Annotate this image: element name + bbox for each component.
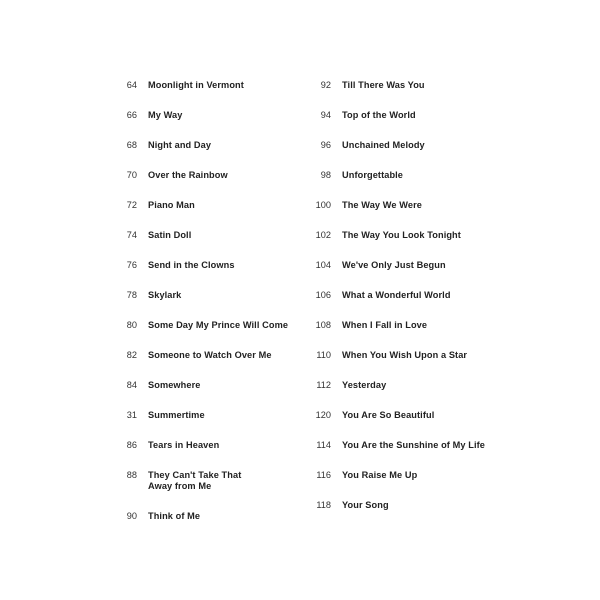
song-title: Summertime	[148, 410, 205, 420]
song-title: What a Wonderful World	[342, 290, 451, 300]
toc-entry[interactable]	[108, 80, 288, 110]
song-title: Night and Day	[148, 140, 212, 150]
song-title: Tears in Heaven	[148, 440, 220, 450]
toc-entry[interactable]	[108, 320, 288, 350]
page-number: 104	[315, 260, 331, 270]
song-title: My Way	[148, 110, 183, 120]
toc-entry[interactable]	[298, 260, 485, 290]
song-title: They Can't Take That Away from Me	[148, 470, 242, 491]
toc-entry[interactable]	[108, 290, 288, 320]
song-title: Skylark	[148, 290, 182, 300]
page-number: 92	[320, 80, 331, 90]
song-title: Think of Me	[148, 511, 201, 521]
song-title: Piano Man	[148, 200, 195, 210]
page-number: 118	[316, 500, 331, 510]
toc-column-right	[298, 80, 485, 530]
page-number: 86	[126, 440, 137, 450]
song-title: You Are the Sunshine of My Life	[342, 440, 485, 450]
page-number: 120	[315, 410, 331, 420]
page-number: 110	[316, 350, 331, 360]
page-number: 72	[126, 200, 137, 210]
page-number: 90	[126, 511, 137, 521]
page-number: 112	[316, 380, 331, 390]
toc-entry[interactable]	[298, 230, 485, 260]
toc-entry[interactable]	[108, 260, 288, 290]
song-title: Top of the World	[342, 110, 416, 120]
page-number: 82	[126, 350, 137, 360]
toc-entry[interactable]	[108, 470, 288, 511]
song-title: When You Wish Upon a Star	[342, 350, 468, 360]
toc-entry[interactable]	[108, 410, 288, 440]
song-title: Unforgettable	[342, 170, 404, 180]
toc-entry[interactable]	[108, 140, 288, 170]
song-title: Your Song	[342, 500, 389, 510]
toc-entry[interactable]	[298, 170, 485, 200]
toc-entry[interactable]	[298, 470, 485, 500]
toc-entry[interactable]	[298, 80, 485, 110]
toc-entry[interactable]	[108, 380, 288, 410]
toc-column-left	[108, 80, 288, 541]
page-number: 31	[126, 410, 137, 420]
page-number: 68	[126, 140, 137, 150]
page-number: 80	[126, 320, 137, 330]
page-number: 88	[126, 470, 137, 480]
page-number: 116	[316, 470, 331, 480]
toc-entry[interactable]	[108, 511, 288, 541]
toc-entry[interactable]	[298, 500, 485, 530]
page-number: 74	[126, 230, 137, 240]
song-title: The Way We Were	[342, 200, 422, 210]
page-number: 114	[316, 440, 331, 450]
page-number: 70	[126, 170, 137, 180]
song-title: Someone to Watch Over Me	[148, 350, 272, 360]
toc-entry[interactable]	[108, 110, 288, 140]
page-number: 98	[320, 170, 331, 180]
toc-entry[interactable]	[298, 320, 485, 350]
toc-entry[interactable]	[108, 230, 288, 260]
toc-entry[interactable]	[108, 440, 288, 470]
song-title: You Are So Beautiful	[342, 410, 435, 420]
song-title: Some Day My Prince Will Come	[148, 320, 289, 330]
toc-entry[interactable]	[298, 140, 485, 170]
page-number: 76	[126, 260, 137, 270]
song-title: You Raise Me Up	[342, 470, 418, 480]
toc-entry[interactable]	[108, 200, 288, 230]
toc-entry[interactable]	[108, 170, 288, 200]
song-title: Moonlight in Vermont	[148, 80, 244, 90]
song-title: Yesterday	[342, 380, 387, 390]
song-title: Till There Was You	[342, 80, 425, 90]
toc-entry[interactable]	[108, 350, 288, 380]
page-number: 100	[315, 200, 331, 210]
toc-entry[interactable]	[298, 110, 485, 140]
page-number: 106	[315, 290, 331, 300]
page-number: 64	[126, 80, 137, 90]
toc-entry[interactable]	[298, 380, 485, 410]
song-title: We've Only Just Begun	[342, 260, 446, 270]
toc-entry[interactable]	[298, 350, 485, 380]
song-title: When I Fall in Love	[342, 320, 428, 330]
page-number: 96	[320, 140, 331, 150]
page-number: 84	[126, 380, 137, 390]
page-number: 66	[126, 110, 137, 120]
page-number: 78	[126, 290, 137, 300]
page-number: 94	[320, 110, 331, 120]
song-title: Satin Doll	[148, 230, 192, 240]
toc-entry[interactable]	[298, 200, 485, 230]
song-title: The Way You Look Tonight	[342, 230, 461, 240]
toc-entry[interactable]	[298, 290, 485, 320]
page-number: 102	[315, 230, 331, 240]
song-title: Unchained Melody	[342, 140, 425, 150]
toc-entry[interactable]	[298, 410, 485, 440]
song-title: Over the Rainbow	[148, 170, 228, 180]
song-title: Send in the Clowns	[148, 260, 235, 270]
toc-entry[interactable]	[298, 440, 485, 470]
song-title: Somewhere	[148, 380, 201, 390]
page-number: 108	[315, 320, 331, 330]
